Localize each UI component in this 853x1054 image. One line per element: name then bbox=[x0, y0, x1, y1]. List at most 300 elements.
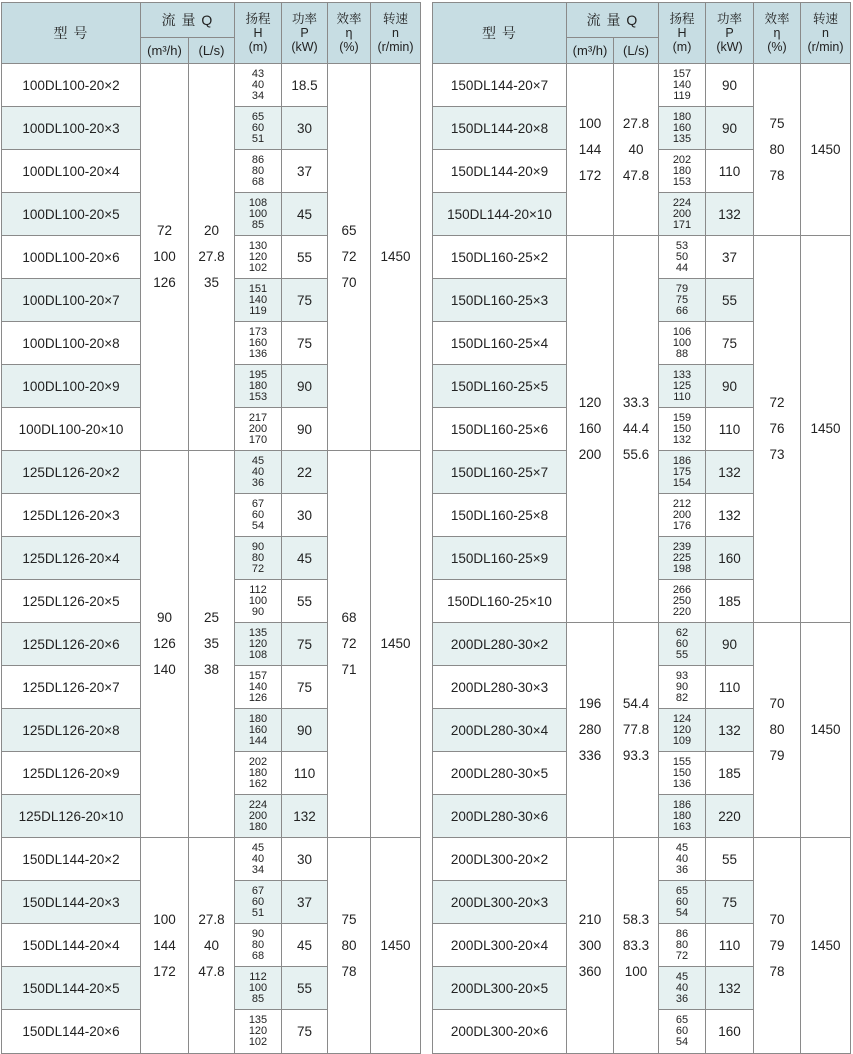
head-value: 100 bbox=[672, 336, 692, 349]
head-value: 60 bbox=[675, 1025, 689, 1037]
head-value: 72 bbox=[675, 949, 689, 962]
table-row bbox=[433, 64, 851, 107]
head-value: 135 bbox=[248, 1014, 268, 1026]
model-cell: 200DL300-20×3 bbox=[433, 881, 567, 924]
flow-ls-cell-value: 44.4 bbox=[622, 421, 650, 436]
power-cell: 110 bbox=[706, 150, 754, 193]
head-cell bbox=[659, 408, 706, 451]
power-cell: 110 bbox=[706, 666, 754, 709]
head-value: 180 bbox=[672, 110, 692, 123]
power-cell: 132 bbox=[706, 967, 754, 1010]
efficiency-cell-value: 80 bbox=[769, 722, 785, 737]
model-cell: 150DL160-25×7 bbox=[433, 451, 567, 494]
head-value: 180 bbox=[248, 766, 268, 779]
head-value: 163 bbox=[672, 820, 692, 833]
model-cell: 200DL300-20×4 bbox=[433, 924, 567, 967]
head-value: 40 bbox=[251, 852, 265, 865]
power-cell: 75 bbox=[282, 623, 328, 666]
power-cell: 160 bbox=[706, 537, 754, 580]
head-value: 120 bbox=[248, 1025, 268, 1037]
efficiency-cell-value: 78 bbox=[769, 963, 785, 979]
model-cell: 100DL100-20×7 bbox=[2, 279, 141, 322]
power-cell: 75 bbox=[706, 881, 754, 924]
power-cell: 55 bbox=[282, 236, 328, 279]
head-cell bbox=[235, 537, 282, 580]
model-cell: 150DL144-20×6 bbox=[2, 1010, 141, 1054]
power-cell: 22 bbox=[282, 451, 328, 494]
header-power: 功率 P (kW) bbox=[706, 3, 754, 64]
head-value: 90 bbox=[251, 540, 265, 553]
model-cell: 100DL100-20×3 bbox=[2, 107, 141, 150]
power-cell: 37 bbox=[706, 236, 754, 279]
flow-m3h-cell-value: 360 bbox=[578, 963, 602, 979]
head-value: 159 bbox=[672, 411, 692, 424]
head-value: 120 bbox=[248, 637, 268, 650]
head-value: 140 bbox=[248, 680, 268, 693]
efficiency-cell-value: 78 bbox=[769, 167, 785, 183]
power-cell: 110 bbox=[706, 924, 754, 967]
power-cell: 90 bbox=[282, 365, 328, 408]
head-cell bbox=[659, 580, 706, 623]
head-value: 150 bbox=[672, 766, 692, 779]
head-value: 100 bbox=[248, 207, 268, 220]
model-cell: 125DL126-20×7 bbox=[2, 666, 141, 709]
head-value: 186 bbox=[672, 454, 692, 467]
head-value: 54 bbox=[251, 519, 265, 532]
model-cell: 150DL160-25×5 bbox=[433, 365, 567, 408]
flow-ls-cell-value: 33.3 bbox=[622, 395, 650, 410]
head-value: 68 bbox=[251, 949, 265, 962]
head-value: 80 bbox=[251, 551, 265, 564]
flow-ls-cell-value: 83.3 bbox=[622, 937, 650, 953]
flow-m3h-cell-value: 120 bbox=[578, 395, 602, 410]
model-cell: 150DL144-20×3 bbox=[2, 881, 141, 924]
head-cell bbox=[235, 64, 282, 107]
model-cell: 150DL160-25×8 bbox=[433, 494, 567, 537]
model-cell: 100DL100-20×5 bbox=[2, 193, 141, 236]
head-cell bbox=[659, 107, 706, 150]
head-value: 65 bbox=[251, 110, 265, 123]
efficiency-cell-value: 80 bbox=[341, 937, 357, 953]
head-value: 180 bbox=[672, 164, 692, 177]
header-flow-m3h: (m³/h) bbox=[567, 38, 614, 64]
head-value: 60 bbox=[251, 121, 265, 134]
head-value: 90 bbox=[251, 927, 265, 940]
flow-m3h-cell-value: 160 bbox=[578, 421, 602, 436]
head-value: 100 bbox=[248, 594, 268, 607]
head-value: 93 bbox=[675, 669, 689, 682]
flow-ls-cell-value: 35 bbox=[203, 636, 220, 651]
power-cell: 185 bbox=[706, 752, 754, 795]
head-value: 60 bbox=[675, 895, 689, 908]
head-value: 60 bbox=[251, 895, 265, 908]
head-cell bbox=[659, 709, 706, 752]
head-value: 186 bbox=[672, 798, 692, 811]
flow-ls-cell-value: 40 bbox=[203, 937, 220, 953]
flow-ls-cell bbox=[189, 838, 235, 1054]
flow-m3h-cell-value: 100 bbox=[578, 115, 602, 131]
power-cell: 90 bbox=[706, 107, 754, 150]
efficiency-cell bbox=[754, 838, 801, 1054]
power-cell: 132 bbox=[706, 709, 754, 752]
header-head: 扬程 H (m) bbox=[235, 3, 282, 64]
flow-m3h-cell bbox=[141, 838, 189, 1054]
flow-m3h-cell-value: 196 bbox=[578, 696, 602, 711]
flow-m3h-cell bbox=[567, 64, 614, 236]
header-efficiency: 效率 η (%) bbox=[754, 3, 801, 64]
head-value: 53 bbox=[675, 239, 689, 252]
flow-ls-cell-value: 47.8 bbox=[622, 167, 650, 183]
power-cell: 37 bbox=[282, 150, 328, 193]
head-value: 157 bbox=[672, 67, 692, 80]
header-model: 型 号 bbox=[433, 3, 567, 64]
head-value: 151 bbox=[248, 282, 268, 295]
head-cell bbox=[235, 193, 282, 236]
efficiency-cell-value: 72 bbox=[341, 249, 357, 264]
speed-cell: 1450 bbox=[801, 236, 851, 623]
head-value: 36 bbox=[251, 476, 265, 489]
head-value: 239 bbox=[672, 540, 692, 553]
header-head: 扬程 H (m) bbox=[659, 3, 706, 64]
head-value: 102 bbox=[248, 261, 268, 274]
header-power: 功率 P (kW) bbox=[282, 3, 328, 64]
head-value: 195 bbox=[248, 368, 268, 381]
table-row bbox=[2, 838, 421, 881]
power-cell: 90 bbox=[706, 365, 754, 408]
head-value: 67 bbox=[251, 497, 265, 510]
head-value: 109 bbox=[672, 734, 692, 747]
head-cell bbox=[659, 236, 706, 279]
head-value: 62 bbox=[675, 626, 689, 639]
head-value: 176 bbox=[672, 519, 692, 532]
model-cell: 150DL160-25×10 bbox=[433, 580, 567, 623]
head-value: 120 bbox=[672, 723, 692, 736]
speed-cell: 1450 bbox=[801, 838, 851, 1054]
efficiency-cell-value: 73 bbox=[769, 447, 785, 462]
head-value: 50 bbox=[675, 250, 689, 263]
flow-m3h-cell-value: 72 bbox=[156, 223, 173, 238]
head-value: 85 bbox=[251, 218, 265, 231]
head-cell bbox=[659, 537, 706, 580]
efficiency-cell bbox=[328, 64, 371, 451]
head-value: 67 bbox=[251, 884, 265, 897]
head-value: 119 bbox=[249, 304, 267, 317]
head-cell bbox=[659, 967, 706, 1010]
head-value: 202 bbox=[248, 755, 268, 768]
power-cell: 160 bbox=[706, 1010, 754, 1054]
head-value: 86 bbox=[675, 927, 689, 940]
head-value: 160 bbox=[248, 336, 268, 349]
flow-ls-cell bbox=[189, 64, 235, 451]
head-cell bbox=[235, 150, 282, 193]
flow-m3h-cell-value: 144 bbox=[153, 937, 176, 953]
model-cell: 150DL144-20×7 bbox=[433, 64, 567, 107]
power-cell: 110 bbox=[282, 752, 328, 795]
header-flow-ls: (L/s) bbox=[614, 38, 659, 64]
head-value: 160 bbox=[672, 121, 692, 134]
head-value: 125 bbox=[672, 379, 692, 392]
model-cell: 150DL160-25×3 bbox=[433, 279, 567, 322]
flow-m3h-cell-value: 210 bbox=[578, 911, 602, 927]
power-cell: 55 bbox=[706, 279, 754, 322]
head-value: 224 bbox=[672, 196, 692, 209]
head-value: 225 bbox=[672, 551, 692, 564]
model-cell: 150DL144-20×9 bbox=[433, 150, 567, 193]
efficiency-cell-value: 70 bbox=[769, 911, 785, 927]
flow-ls-cell-value: 27.8 bbox=[198, 911, 225, 927]
efficiency-cell-value: 78 bbox=[341, 963, 357, 979]
head-cell bbox=[659, 1010, 706, 1054]
flow-m3h-cell-value: 140 bbox=[153, 662, 176, 677]
head-value: 85 bbox=[251, 992, 265, 1005]
flow-ls-cell bbox=[614, 838, 659, 1054]
head-cell bbox=[659, 150, 706, 193]
head-value: 55 bbox=[675, 648, 689, 661]
head-value: 200 bbox=[672, 508, 692, 521]
flow-ls-cell-value: 77.8 bbox=[622, 722, 650, 737]
head-value: 153 bbox=[672, 175, 692, 188]
head-cell bbox=[235, 623, 282, 666]
flow-ls-cell-value: 25 bbox=[203, 610, 220, 625]
model-cell: 150DL144-20×2 bbox=[2, 838, 141, 881]
head-value: 90 bbox=[675, 680, 689, 693]
model-cell: 200DL280-30×6 bbox=[433, 795, 567, 838]
speed-cell: 1450 bbox=[371, 451, 421, 838]
power-cell: 75 bbox=[282, 279, 328, 322]
flow-m3h-cell-value: 144 bbox=[578, 141, 602, 157]
power-cell: 55 bbox=[282, 967, 328, 1010]
model-cell: 200DL280-30×4 bbox=[433, 709, 567, 752]
flow-ls-cell-value: 27.8 bbox=[622, 115, 650, 131]
head-value: 51 bbox=[251, 906, 265, 919]
flow-ls-cell-value: 58.3 bbox=[622, 911, 650, 927]
head-cell bbox=[659, 838, 706, 881]
model-cell: 150DL144-20×8 bbox=[433, 107, 567, 150]
head-value: 173 bbox=[248, 325, 268, 338]
efficiency-cell-value: 72 bbox=[341, 636, 357, 651]
model-cell: 125DL126-20×6 bbox=[2, 623, 141, 666]
head-cell bbox=[659, 451, 706, 494]
head-cell bbox=[235, 924, 282, 967]
flow-m3h-cell-value: 90 bbox=[156, 610, 173, 625]
model-cell: 200DL300-20×2 bbox=[433, 838, 567, 881]
head-cell bbox=[659, 64, 706, 107]
flow-m3h-cell-value: 336 bbox=[578, 748, 602, 763]
power-cell: 132 bbox=[706, 193, 754, 236]
model-cell: 100DL100-20×8 bbox=[2, 322, 141, 365]
head-value: 180 bbox=[248, 712, 268, 725]
head-value: 124 bbox=[672, 712, 692, 725]
model-cell: 100DL100-20×9 bbox=[2, 365, 141, 408]
head-value: 60 bbox=[251, 508, 265, 521]
flow-ls-cell-value: 93.3 bbox=[622, 748, 650, 763]
efficiency-cell-value: 68 bbox=[341, 610, 357, 625]
speed-cell: 1450 bbox=[371, 64, 421, 451]
spec-table-left bbox=[1, 2, 421, 1054]
power-cell: 90 bbox=[282, 408, 328, 451]
head-value: 133 bbox=[672, 368, 692, 381]
header-flow: 流 量 Q bbox=[141, 3, 235, 38]
head-value: 108 bbox=[248, 648, 268, 661]
header-flow: 流 量 Q bbox=[567, 3, 659, 38]
head-value: 135 bbox=[248, 626, 268, 639]
head-cell bbox=[235, 107, 282, 150]
power-cell: 30 bbox=[282, 838, 328, 881]
head-value: 170 bbox=[248, 433, 268, 446]
head-value: 162 bbox=[248, 777, 268, 790]
head-value: 65 bbox=[675, 884, 689, 897]
flow-ls-cell bbox=[614, 64, 659, 236]
power-cell: 55 bbox=[706, 838, 754, 881]
power-cell: 132 bbox=[706, 494, 754, 537]
head-value: 44 bbox=[675, 261, 689, 274]
model-cell: 100DL100-20×2 bbox=[2, 64, 141, 107]
head-value: 36 bbox=[675, 992, 689, 1005]
head-value: 43 bbox=[251, 67, 265, 80]
efficiency-cell-value: 70 bbox=[769, 696, 785, 711]
head-value: 136 bbox=[248, 347, 268, 360]
model-cell: 150DL160-25×2 bbox=[433, 236, 567, 279]
head-cell bbox=[235, 279, 282, 322]
head-cell bbox=[659, 881, 706, 924]
head-value: 72 bbox=[251, 562, 265, 575]
head-value: 88 bbox=[675, 347, 689, 360]
head-cell bbox=[235, 580, 282, 623]
efficiency-cell-value: 65 bbox=[341, 223, 357, 238]
head-value: 175 bbox=[672, 465, 692, 478]
flow-ls-cell bbox=[614, 623, 659, 838]
table-row bbox=[433, 838, 851, 881]
head-value: 130 bbox=[248, 239, 268, 252]
head-value: 120 bbox=[248, 250, 268, 263]
head-value: 266 bbox=[672, 583, 692, 596]
header-speed: 转速 n (r/min) bbox=[371, 3, 421, 64]
model-cell: 125DL126-20×2 bbox=[2, 451, 141, 494]
head-value: 45 bbox=[251, 454, 265, 467]
head-value: 171 bbox=[672, 218, 692, 231]
head-cell bbox=[235, 967, 282, 1010]
head-cell bbox=[659, 322, 706, 365]
head-cell bbox=[235, 795, 282, 838]
flow-ls-cell-value: 38 bbox=[203, 662, 220, 677]
head-value: 45 bbox=[251, 841, 265, 854]
flow-m3h-cell-value: 200 bbox=[578, 447, 602, 462]
head-value: 154 bbox=[672, 476, 692, 489]
flow-ls-cell-value: 27.8 bbox=[198, 249, 225, 264]
head-value: 119 bbox=[673, 89, 691, 102]
head-value: 36 bbox=[675, 863, 689, 876]
head-cell bbox=[659, 924, 706, 967]
head-value: 65 bbox=[675, 1014, 689, 1026]
head-cell bbox=[235, 236, 282, 279]
head-value: 90 bbox=[251, 605, 265, 618]
flow-ls-cell bbox=[614, 236, 659, 623]
model-cell: 150DL144-20×5 bbox=[2, 967, 141, 1010]
model-cell: 200DL300-20×6 bbox=[433, 1010, 567, 1054]
flow-m3h-cell-value: 100 bbox=[153, 911, 176, 927]
head-cell bbox=[235, 365, 282, 408]
table-row bbox=[2, 64, 421, 107]
efficiency-cell-value: 71 bbox=[341, 662, 357, 677]
power-cell: 75 bbox=[282, 1010, 328, 1054]
power-cell: 132 bbox=[706, 451, 754, 494]
flow-m3h-cell-value: 280 bbox=[578, 722, 602, 737]
model-cell: 125DL126-20×10 bbox=[2, 795, 141, 838]
model-cell: 125DL126-20×5 bbox=[2, 580, 141, 623]
head-cell bbox=[659, 752, 706, 795]
head-value: 79 bbox=[675, 282, 689, 295]
efficiency-cell bbox=[754, 64, 801, 236]
power-cell: 30 bbox=[282, 107, 328, 150]
table-row bbox=[2, 451, 421, 494]
head-value: 102 bbox=[248, 1036, 268, 1048]
flow-m3h-cell-value: 300 bbox=[578, 937, 602, 953]
head-value: 86 bbox=[251, 153, 265, 166]
efficiency-cell-value: 79 bbox=[769, 937, 785, 953]
head-value: 51 bbox=[251, 132, 265, 145]
flow-m3h-cell bbox=[141, 64, 189, 451]
head-value: 140 bbox=[248, 293, 268, 306]
power-cell: 55 bbox=[282, 580, 328, 623]
head-value: 200 bbox=[248, 809, 268, 822]
efficiency-cell-value: 70 bbox=[341, 275, 357, 290]
head-value: 200 bbox=[248, 422, 268, 435]
power-cell: 75 bbox=[282, 666, 328, 709]
power-cell: 30 bbox=[282, 494, 328, 537]
head-value: 140 bbox=[672, 78, 692, 91]
model-cell: 125DL126-20×4 bbox=[2, 537, 141, 580]
flow-m3h-cell bbox=[567, 838, 614, 1054]
model-cell: 200DL280-30×5 bbox=[433, 752, 567, 795]
model-cell: 125DL126-20×8 bbox=[2, 709, 141, 752]
table-row bbox=[433, 623, 851, 666]
speed-cell: 1450 bbox=[371, 838, 421, 1054]
power-cell: 37 bbox=[282, 881, 328, 924]
head-value: 150 bbox=[672, 422, 692, 435]
power-cell: 75 bbox=[706, 322, 754, 365]
head-value: 108 bbox=[248, 196, 268, 209]
head-value: 112 bbox=[249, 970, 267, 983]
head-cell bbox=[659, 193, 706, 236]
model-cell: 150DL160-25×4 bbox=[433, 322, 567, 365]
flow-m3h-cell-value: 126 bbox=[153, 275, 176, 290]
flow-ls-cell-value: 35 bbox=[203, 275, 220, 290]
power-cell: 110 bbox=[706, 408, 754, 451]
head-cell bbox=[235, 838, 282, 881]
head-cell bbox=[235, 881, 282, 924]
head-value: 80 bbox=[251, 164, 265, 177]
model-cell: 200DL280-30×2 bbox=[433, 623, 567, 666]
efficiency-cell-value: 72 bbox=[769, 395, 785, 410]
head-value: 68 bbox=[251, 175, 265, 188]
power-cell: 185 bbox=[706, 580, 754, 623]
head-value: 75 bbox=[675, 293, 689, 306]
head-value: 80 bbox=[675, 938, 689, 951]
head-value: 112 bbox=[249, 583, 267, 596]
head-value: 202 bbox=[672, 153, 692, 166]
power-cell: 132 bbox=[282, 795, 328, 838]
head-value: 217 bbox=[248, 411, 268, 424]
head-value: 136 bbox=[672, 777, 692, 790]
head-cell bbox=[659, 365, 706, 408]
head-value: 144 bbox=[248, 734, 268, 747]
head-value: 60 bbox=[675, 637, 689, 650]
model-cell: 150DL160-25×6 bbox=[433, 408, 567, 451]
head-value: 100 bbox=[248, 981, 268, 994]
head-cell bbox=[235, 752, 282, 795]
head-value: 250 bbox=[672, 594, 692, 607]
head-value: 40 bbox=[675, 852, 689, 865]
